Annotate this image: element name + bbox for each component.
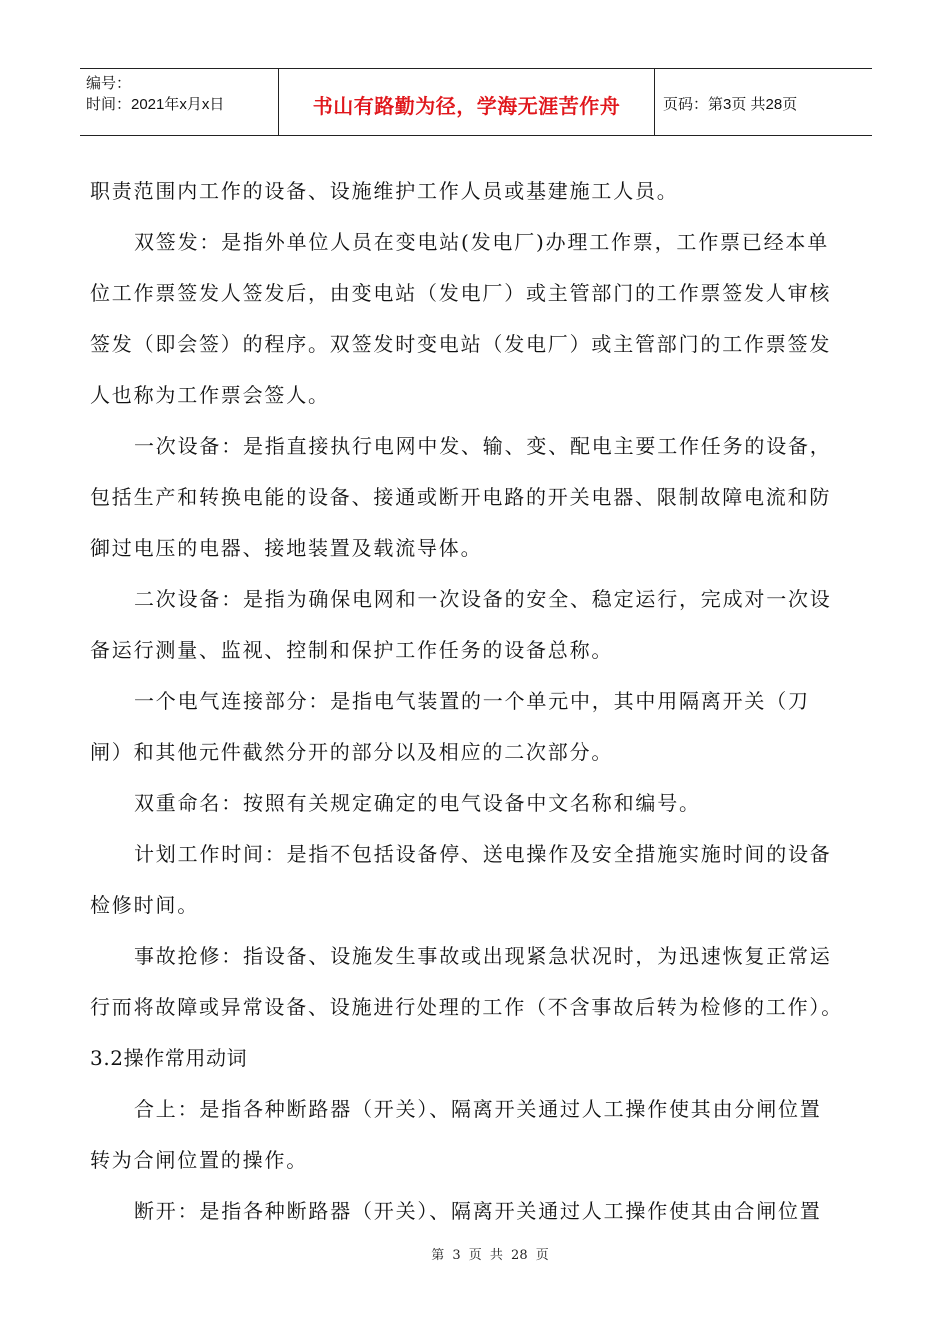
page-footer: 第 3 页 共 28 页 [431, 1248, 549, 1263]
header-left-cell [80, 69, 279, 135]
document-body [90, 166, 865, 1237]
body-line: 二次设备：是指为确保电网和一次设备的安全、稳定运行，完成对一次设 [134, 587, 832, 611]
body-line: 转为合闸位置的操作。 [90, 1148, 308, 1172]
body-line: 断开：是指各种断路器（开关）、隔离开关通过人工操作使其由合闸位置 [134, 1199, 822, 1223]
body-line: 包括生产和转换电能的设备、接通或断开电路的开关电器、限制故障电流和防 [90, 485, 832, 509]
body-line: 双重命名：按照有关规定确定的电气设备中文名称和编号。 [134, 791, 701, 815]
body-line: 一个电气连接部分：是指电气装置的一个单元中，其中用隔离开关（刀 [134, 689, 810, 713]
body-line: 位工作票签发人签发后，由变电站（发电厂）或主管部门的工作票签发人审核 [90, 281, 832, 305]
body-line: 职责范围内工作的设备、设施维护工作人员或基建施工人员。 [90, 179, 679, 203]
body-line: 事故抢修：指设备、设施发生事故或出现紧急状况时，为迅速恢复正常运 [134, 944, 832, 968]
body-line: 计划工作时间：是指不包括设备停、送电操作及安全措施实施时间的设备 [134, 842, 832, 866]
page-header [80, 68, 872, 136]
body-line: 双签发：是指外单位人员在变电站(发电厂)办理工作票，工作票已经本单 [134, 230, 830, 254]
body-line: 行而将故障或异常设备、设施进行处理的工作（不含事故后转为检修的工作）。 [90, 995, 843, 1019]
document-time-label: 时间：2021年x月x日 [86, 96, 225, 113]
body-line: 签发（即会签）的程序。双签发时变电站（发电厂）或主管部门的工作票签发 [90, 332, 832, 356]
body-line: 一次设备：是指直接执行电网中发、输、变、配电主要工作任务的设备， [134, 434, 832, 458]
body-line: 闸）和其他元件截然分开的部分以及相应的二次部分。 [90, 740, 614, 764]
section-heading: 3.2操作常用动词 [90, 1046, 248, 1070]
body-line: 备运行测量、监视、控制和保护工作任务的设备总称。 [90, 638, 614, 662]
body-line: 合上：是指各种断路器（开关）、隔离开关通过人工操作使其由分闸位置 [134, 1097, 822, 1121]
body-line: 检修时间。 [90, 893, 199, 917]
header-motto: 书山有路勤为径，学海无涯苦作舟 [279, 69, 655, 135]
document-number-label: 编号： [86, 75, 132, 92]
header-page-info: 页码：第3页 共28页 [663, 95, 798, 113]
body-line: 御过电压的电器、接地装置及载流导体。 [90, 536, 483, 560]
body-line: 人也称为工作票会签人。 [90, 383, 330, 407]
